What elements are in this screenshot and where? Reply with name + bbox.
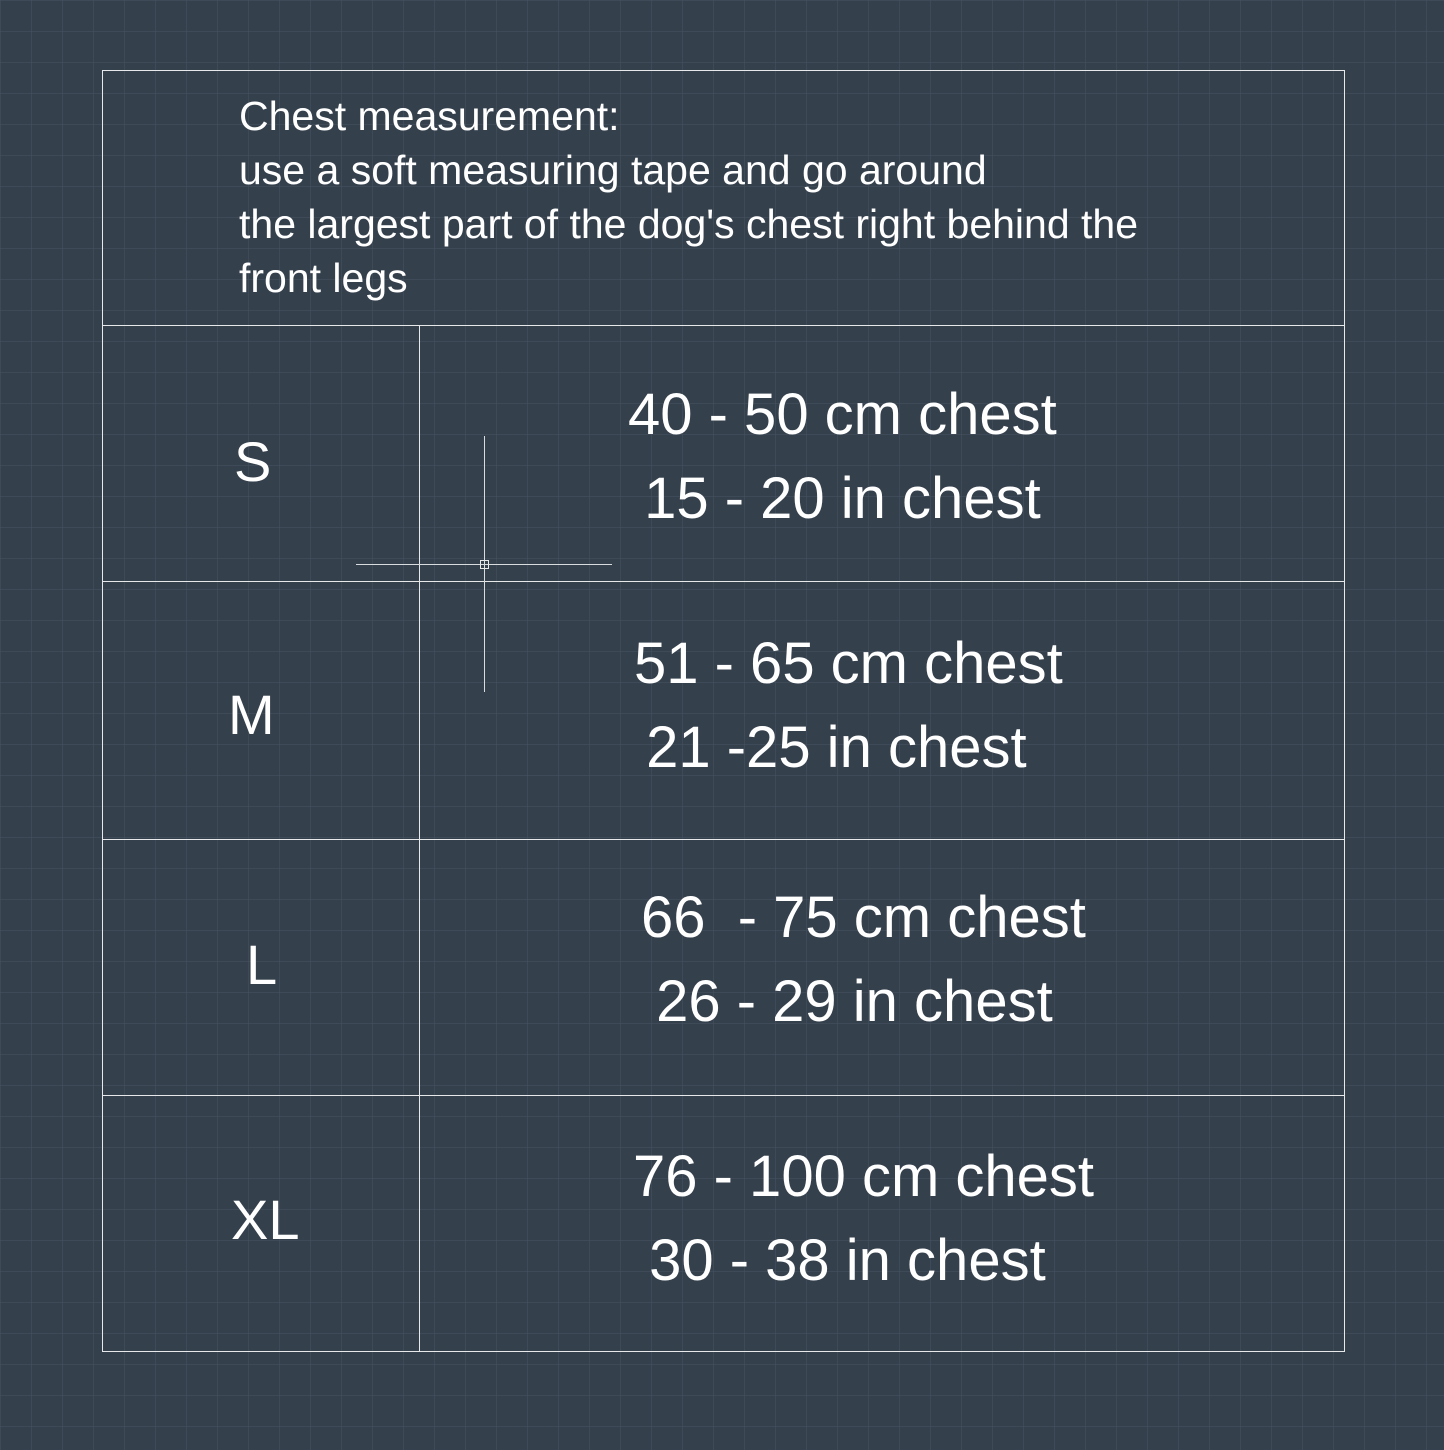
chest-range-in: 21 -25 in chest (630, 715, 1027, 780)
size-label-l: L (246, 933, 278, 996)
chest-range-cm: 66 - 75 cm chest (641, 885, 1086, 950)
chest-range-cm: 76 - 100 cm chest (633, 1144, 1094, 1209)
chest-range-cm: 40 - 50 cm chest (628, 382, 1057, 447)
row-divider (102, 1095, 1345, 1096)
chest-range-in: 15 - 20 in chest (628, 466, 1041, 531)
size-label-s: S (234, 430, 272, 493)
table-border-left (102, 70, 103, 1352)
crosshair-pickbox (480, 560, 489, 569)
table-border-right (1344, 70, 1345, 1352)
row-divider (102, 581, 1345, 582)
instructions-line: use a soft measuring tape and go around (239, 147, 987, 193)
instructions-title: Chest measurement: (239, 93, 620, 139)
size-label-xl: XL (231, 1188, 300, 1251)
chest-range-cm: 51 - 65 cm chest (634, 631, 1063, 696)
size-label-m: M (228, 683, 275, 746)
chest-measurement-instructions (239, 89, 1138, 305)
table-border-top (102, 70, 1345, 71)
row-divider (102, 325, 1345, 326)
row-divider (102, 839, 1345, 840)
instructions-line: front legs (239, 255, 408, 301)
chest-range-in: 30 - 38 in chest (633, 1228, 1046, 1293)
table-border-bottom (102, 1351, 1345, 1352)
instructions-line: the largest part of the dog's chest right behind the (239, 201, 1139, 247)
chest-range-in: 26 - 29 in chest (640, 969, 1053, 1034)
column-divider (419, 325, 420, 1352)
